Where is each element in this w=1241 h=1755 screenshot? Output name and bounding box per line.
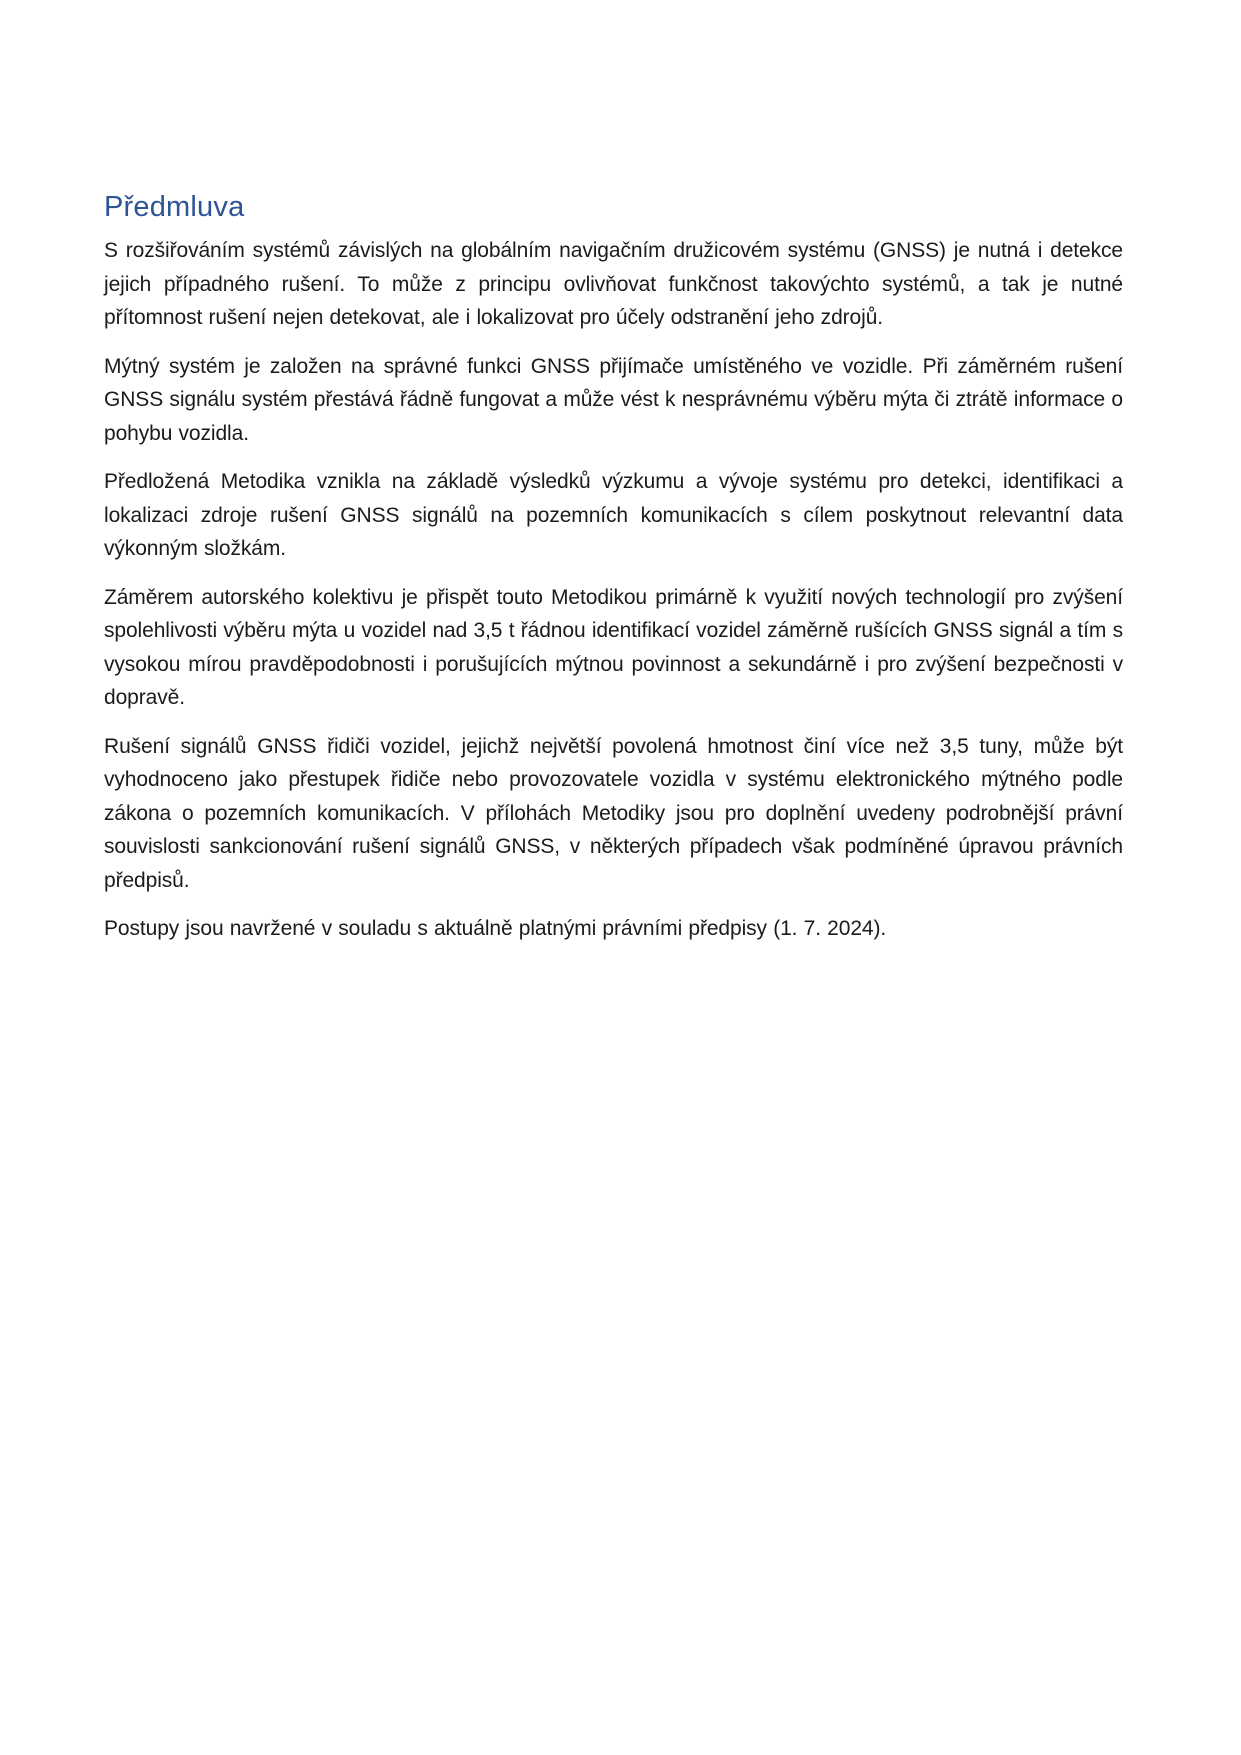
paragraph-authors-intent: Záměrem autorského kolektivu je přispět touto Metodikou primárně k využití nových technologií pro zvýšení spolehlivosti výběru mýta u vozidel nad 3,5 t řádnou identifikací vozidel záměrně rušících GNSS signál a tím s vysokou mírou pravděpodobnosti i porušujících mýtnou povinnost a sekundárně i pro zvýšení bezpečnosti v dopravě. — [104, 585, 1123, 709]
paragraph-legal-offense: Rušení signálů GNSS řidiči vozidel, jejichž největší povolená hmotnost činí více než 3,5 tuny, může být vyhodnoceno jako přestupek řidiče nebo provozovatele vozidla v systému elektronického mýtného podle zákona o pozemních komunikacích. V přílohách Metodiky jsou pro doplnění uvedeny podrobnější právní souvislosti sankcionování rušení signálů GNSS, v některých případech však podmíněné úpravou právních předpisů. — [104, 734, 1123, 892]
paragraph-legal-validity-date: Postupy jsou navržené v souladu s aktuálně platnými právními předpisy (1. 7. 2024). — [104, 917, 887, 940]
paragraph-intro-gnss-detection: S rozšiřováním systémů závislých na globálním navigačním družicovém systému (GNSS) je nutná i detekce jejich případného rušení. To může z principu ovlivňovat funkčnost takovýchto systémů, a tak je nutné přítomnost rušení nejen detekovat, ale i lokalizovat pro účely odstranění jeho zdrojů. — [104, 239, 1123, 329]
paragraph-methodology-origin: Předložená Metodika vznikla na základě výsledků výzkumu a vývoje systému pro detekci, identifikaci a lokalizaci zdroje rušení GNSS signálů na pozemních komunikacích s cílem poskytnout relevantní data výkonným složkám. — [104, 470, 1123, 560]
page-title: Předmluva — [104, 191, 245, 223]
page-content — [104, 191, 1123, 961]
paragraph-toll-system: Mýtný systém je založen na správné funkci GNSS přijímače umístěného ve vozidle. Při záměrném rušení GNSS signálu systém přestává řádně fungovat a může vést k nesprávnému výběru mýta či ztrátě informace o pohybu vozidla. — [104, 354, 1123, 445]
